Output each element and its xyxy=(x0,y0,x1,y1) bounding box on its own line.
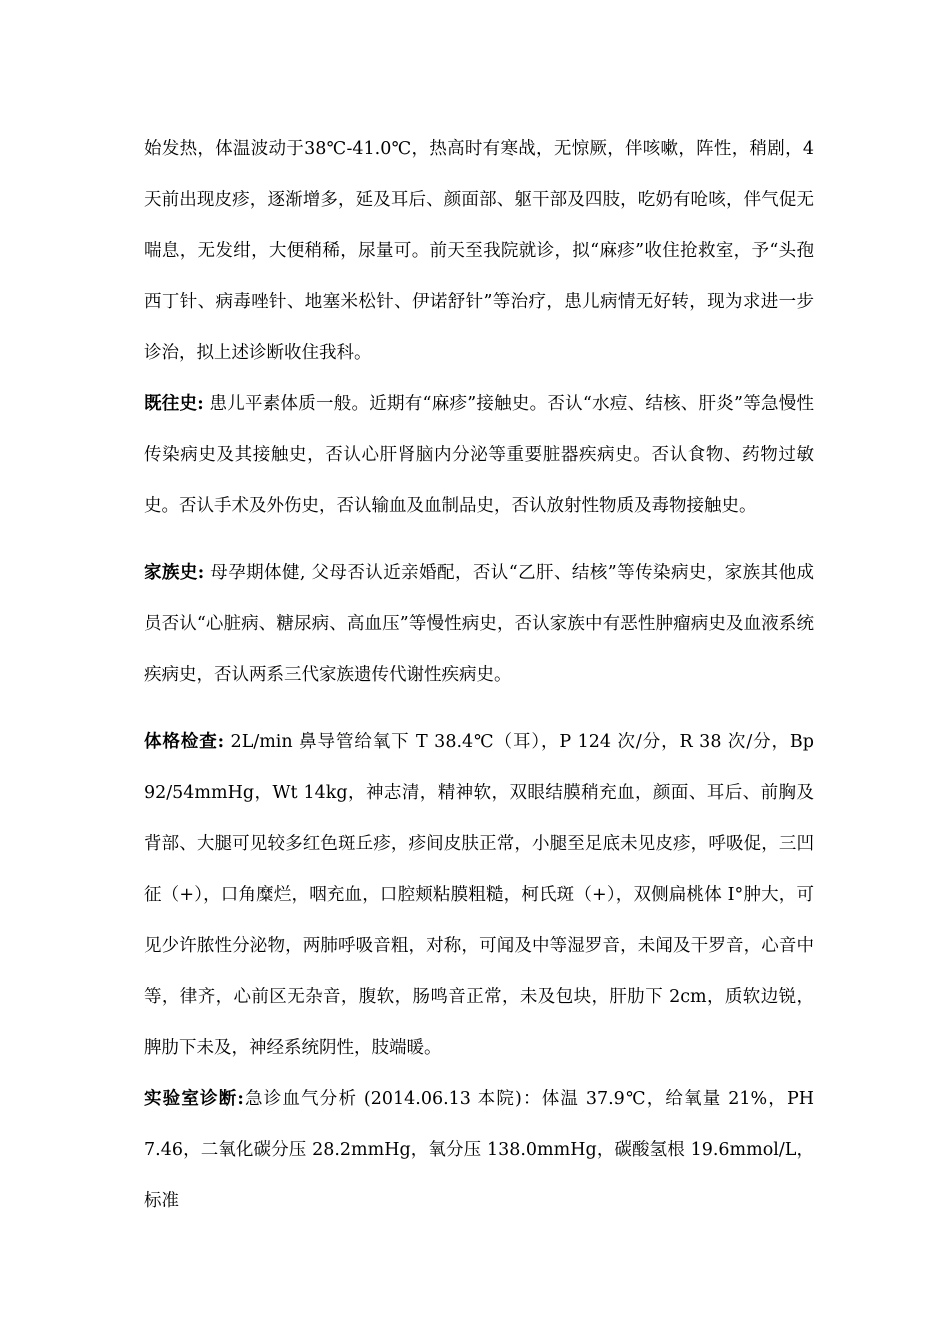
lab-diagnosis-paragraph xyxy=(144,1074,814,1227)
family-history-paragraph xyxy=(144,548,814,701)
family-history-label: 家族史: xyxy=(144,563,205,583)
past-history-label: 既往史: xyxy=(144,394,204,414)
physical-exam-paragraph xyxy=(144,717,814,1074)
history-continued-paragraph xyxy=(144,124,814,379)
past-history-text: 患儿平素体质一般。近期有“麻疹”接触史。否认“水痘、结核、肝炎”等急慢性传染病史及其接触史，否认心肝肾脑内分泌等重要脏器疾病史。否认食物、药物过敏史。否认手术及外伤史，否认输血及血制品史，否认放射性物质及毒物接触史。 xyxy=(144,394,814,516)
family-history-text: 母孕期体健, 父母否认近亲婚配，否认“乙肝、结核”等传染病史，家族其他成员否认“心脏病、糖尿病、高血压”等慢性病史，否认家族中有恶性肿瘤病史及血液系统疾病史，否认两系三代家族遗传代谢性疾病史。 xyxy=(144,563,814,685)
document-page xyxy=(144,124,814,1227)
paragraph-spacer xyxy=(144,701,814,717)
lab-diagnosis-text: 急诊血气分析 (2014.06.13 本院)：体温 37.9℃，给氧量 21%，PH 7.46，二氧化碳分压 28.2mmHg，氧分压 138.0mmHg，碳酸氢根 19.6mmol/L，标准 xyxy=(144,1089,814,1211)
history-continued-text: 始发热，体温波动于38℃-41.0℃，热高时有寒战，无惊厥，伴咳嗽，阵性，稍剧，4天前出现皮疹，逐渐增多，延及耳后、颜面部、躯干部及四肢，吃奶有呛咳，伴气促无喘息，无发绀，大便稍稀，尿量可。前天至我院就诊，拟“麻疹”收住抢救室，予“头孢西丁针、病毒唑针、地塞米松针、伊诺舒针”等治疗，患儿病情无好转，现为求进一步诊治，拟上述诊断收住我科。 xyxy=(144,139,814,363)
past-history-paragraph xyxy=(144,379,814,532)
paragraph-spacer xyxy=(144,532,814,548)
lab-diagnosis-label: 实验室诊断: xyxy=(144,1089,244,1109)
physical-exam-text: 2L/min 鼻导管给氧下 T 38.4℃（耳），P 124 次/分，R 38 次/分，Bp 92/54mmHg，Wt 14kg，神志清，精神软，双眼结膜稍充血，颜面、耳后、前胸及背部、大腿可见较多红色斑丘疹，疹间皮肤正常，小腿至足底未见皮疹，呼吸促，三凹征（+），口角糜烂，咽充血，口腔颊粘膜粗糙，柯氏斑（+），双侧扁桃体 I°肿大，可见少许脓性分泌物，两肺呼吸音粗，对称，可闻及中等湿罗音，未闻及干罗音，心音中等，律齐，心前区无杂音，腹软，肠鸣音正常，未及包块，肝肋下 2cm，质软边锐，脾肋下未及，神经系统阴性，肢端暖。 xyxy=(144,732,814,1058)
physical-exam-label: 体格检查: xyxy=(144,732,225,752)
